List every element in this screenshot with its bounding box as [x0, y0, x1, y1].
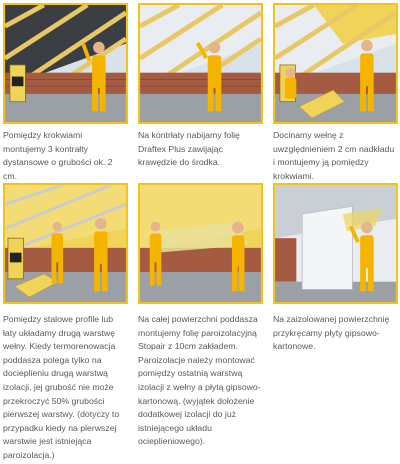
step-2-caption: Na kontrłaty nabijamy folię Draftex Plus zawijając krawędzie do środka. — [138, 130, 240, 168]
step-1-caption: Pomiędzy krokwiami montujemy 3 kontrałty dystansowe o grubości ok. 2 cm. — [3, 130, 113, 181]
step-4-caption: Pomiędzy stalowe profile lub łaty układamy drugą warstwę wełny. Kiedy termorenowacja poddasza polega tylko na docieplieniu drugą warstwą izolacji, jej grubość nie może przekroczyć 50% grubości pierwszej warstwy. (dotyczy to przypadku kiedy na pierwszej warstwie jest istniejąca paroizolacja.) — [3, 314, 120, 460]
step-2-illustration — [138, 3, 263, 124]
step-3-caption: Docinamy wełnę z uwzględnieniem 2 cm nadkładu i montujemy ją pomiędzy krokwiami. — [273, 130, 395, 181]
step-1-illustration — [3, 3, 128, 124]
step-6-illustration — [273, 183, 398, 304]
step-6-caption: Na zaizolowanej powierzchnię przykręcamy płyty gipsowo-kartonowe. — [273, 314, 390, 352]
step-4-illustration — [3, 183, 128, 304]
step-5-illustration — [138, 183, 263, 304]
step-5-caption: Na całej powierzchni poddasza montujemy folię paroizolacyjną Stopair z 10cm zakładem. Paroizolacje należy montować pomiędzy ostatnią warstwą izolacji z wełny a płytą gipsowo-kartonową. (wyjątek dołożenie dodatkowej izolacji do już istniejącego układu ocieplieniowego). — [138, 314, 261, 447]
step-3-illustration — [273, 3, 398, 124]
